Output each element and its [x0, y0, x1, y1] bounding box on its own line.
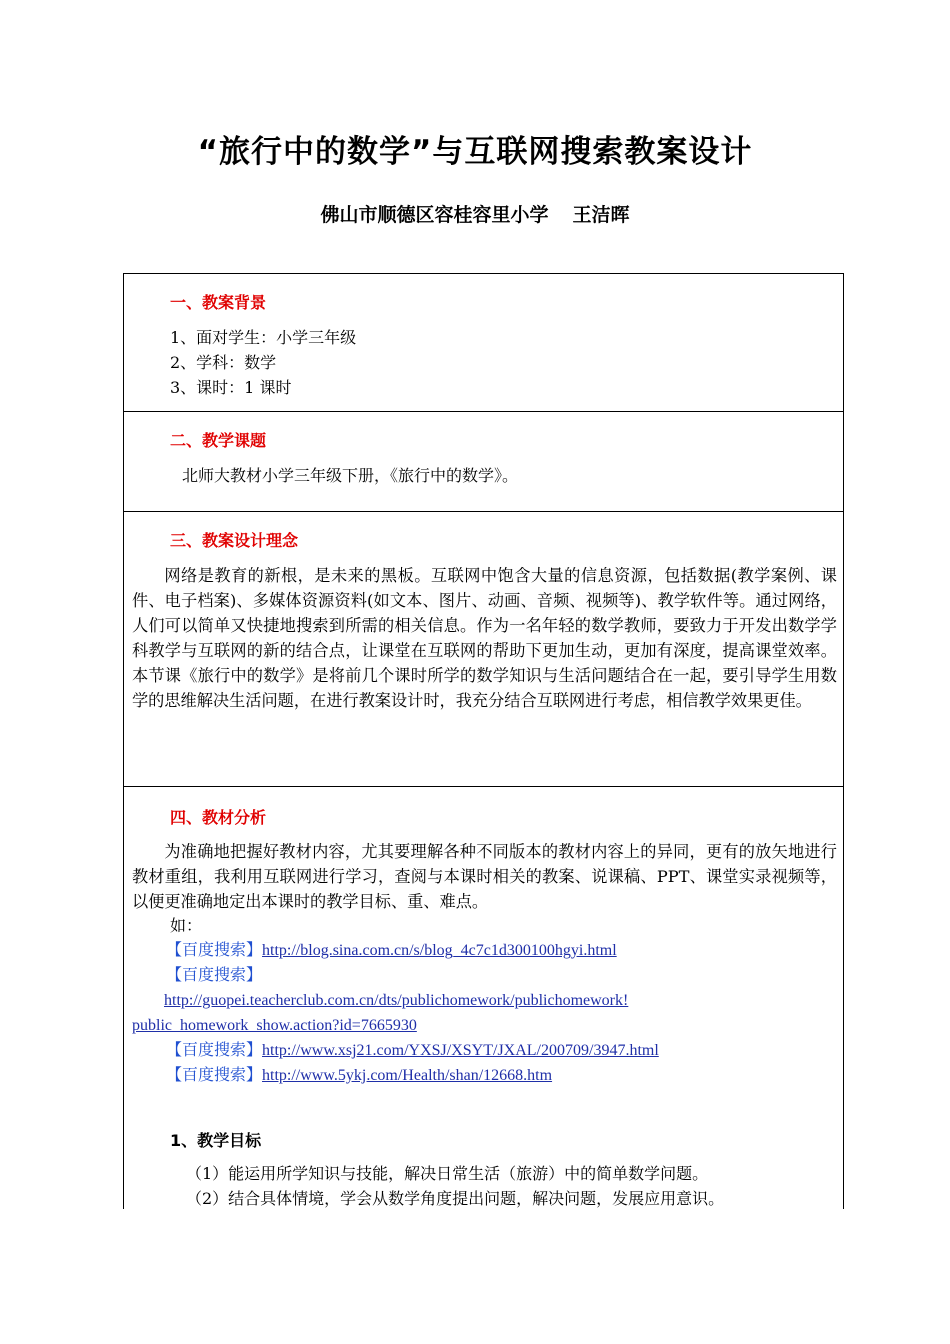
section-design-concept — [124, 512, 843, 787]
author-name: 王洁晖 — [572, 204, 630, 226]
search-result-2 — [166, 962, 262, 987]
info-line: 2、学科：数学 — [170, 353, 277, 372]
analysis-paragraph: 为准确地把握好教材内容，尤其要理解各种不同版本的教材内容上的异同，更有的放矢地进行教材重组，我利用互联网进行学习，查阅与本课时相关的教案、说课稿、PPT、课堂实录视频等，以便更准确地定出本课时的教学目标、重、难点。 — [132, 842, 837, 911]
section-background — [124, 274, 843, 412]
section-topic — [124, 412, 843, 512]
school-name: 佛山市顺德区容桂容里小学 — [320, 204, 549, 226]
search-result-2-url-cont — [132, 1012, 417, 1038]
source-label: 【百度搜索】 — [166, 940, 263, 959]
reference-link[interactable]: public_homework_show.action?id=7665930 — [132, 1017, 417, 1034]
search-result-4 — [166, 1062, 552, 1088]
section-material-analysis — [124, 787, 843, 1210]
section-heading: 四、教材分析 — [170, 808, 267, 827]
goal-line: （2）结合具体情境，学会从数学角度提出问题，解决问题，发展应用意识。 — [186, 1189, 725, 1208]
source-label: 【百度搜索】 — [166, 1065, 263, 1084]
author-line — [0, 200, 950, 227]
source-label: 【百度搜索】 — [166, 965, 263, 984]
section-heading: 三、教案设计理念 — [170, 531, 299, 550]
search-result-2-url — [164, 987, 628, 1013]
lesson-plan-table — [123, 273, 844, 1209]
example-label: 如： — [170, 916, 203, 935]
section-heading: 一、教案背景 — [170, 293, 267, 312]
section-heading: 二、教学课题 — [170, 431, 267, 450]
sub-heading: 1、教学目标 — [170, 1131, 262, 1150]
reference-link[interactable]: http://blog.sina.com.cn/s/blog_4c7c1d300100hgyi.html — [262, 942, 617, 959]
source-label: 【百度搜索】 — [166, 1040, 263, 1059]
info-line: 3、课时：1 课时 — [170, 378, 292, 397]
topic-text: 北师大教材小学三年级下册，《旅行中的数学》。 — [182, 466, 519, 485]
goal-line: （1）能运用所学知识与技能，解决日常生活（旅游）中的简单数学问题。 — [186, 1164, 709, 1183]
info-line: 1、面对学生：小学三年级 — [170, 328, 357, 347]
reference-link[interactable]: http://www.xsj21.com/YXSJ/XSYT/JXAL/200709/3947.html — [262, 1042, 659, 1059]
search-result-1 — [166, 937, 617, 963]
search-result-3 — [166, 1037, 659, 1063]
reference-link[interactable]: http://www.5ykj.com/Health/shan/12668.htm — [262, 1067, 553, 1084]
reference-link[interactable]: http://guopei.teacherclub.com.cn/dts/publichomework/publichomework! — [164, 992, 629, 1009]
concept-paragraph: 网络是教育的新根，是未来的黑板。互联网中饱含大量的信息资源，包括数据(教学案例、课件、电子档案)、多媒体资源资料(如文本、图片、动画、音频、视频等)、教学软件等。通过网络，人们可以简单又快捷地搜索到所需的相关信息。作为一名年轻的数学教师，要致力于开发出数学学科教学与互联网的新的结合点，让课堂在互联网的帮助下更加生动，更加有深度，提高课堂效率。本节课《旅行中的数学》是将前几个课时所学的数学知识与生活问题结合在一起，要引导学生用数学的思维解决生活问题，在进行教案设计时，我充分结合互联网进行考虑，相信教学效果更佳。 — [132, 566, 837, 710]
document-title: “旅行中的数学”与互联网搜索教案设计 — [197, 134, 753, 170]
